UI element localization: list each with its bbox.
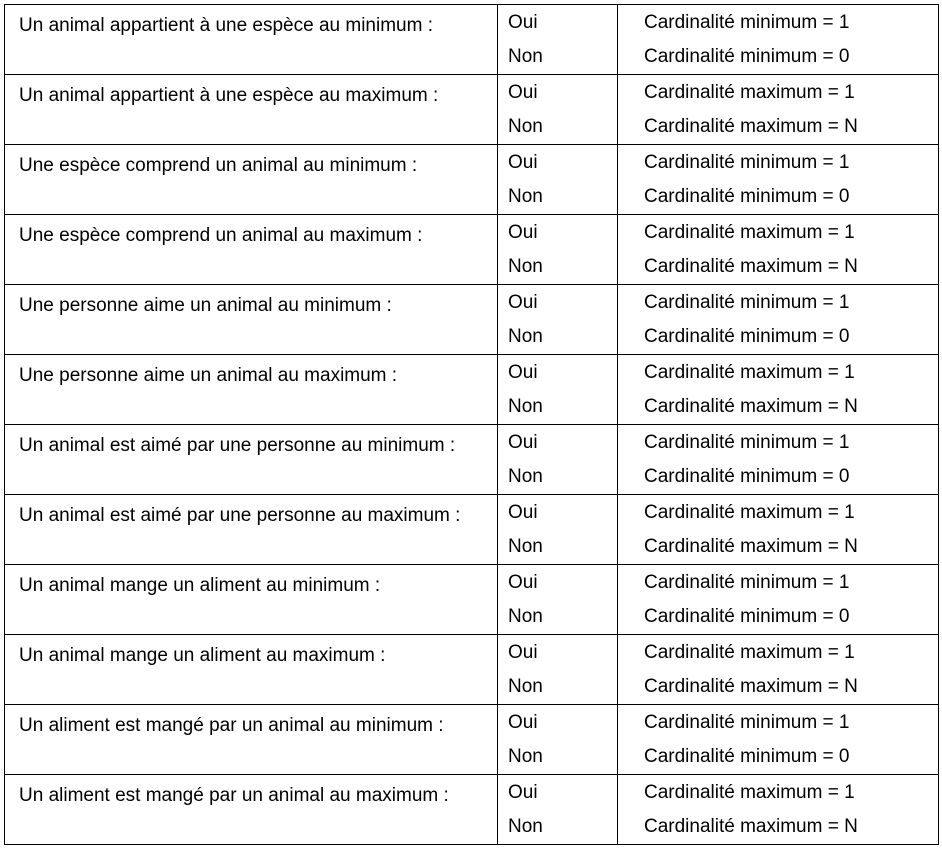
- cardinality-if-oui: Cardinalité maximum = 1: [644, 82, 855, 103]
- answer-non: Non: [508, 746, 543, 767]
- answer-cell: [498, 5, 618, 75]
- question-cell: [5, 285, 498, 355]
- table-row: [5, 635, 939, 705]
- question-text: Un animal appartient à une espèce au minimum :: [19, 15, 434, 36]
- answer-oui: Oui: [508, 712, 538, 733]
- answer-non: Non: [508, 676, 543, 697]
- table-row: [5, 145, 939, 215]
- answer-cell: [498, 565, 618, 635]
- answer-oui: Oui: [508, 572, 538, 593]
- answer-oui: Oui: [508, 642, 538, 663]
- answer-non: Non: [508, 256, 543, 277]
- cardinality-cell: [618, 495, 939, 565]
- answer-non: Non: [508, 606, 543, 627]
- cardinality-if-oui: Cardinalité minimum = 1: [644, 12, 850, 33]
- question-text: Un aliment est mangé par un animal au minimum :: [19, 715, 444, 736]
- cardinality-cell: [618, 565, 939, 635]
- cardinality-if-oui: Cardinalité minimum = 1: [644, 152, 850, 173]
- answer-cell: [498, 75, 618, 145]
- table-body: [5, 5, 939, 845]
- cardinality-if-non: Cardinalité maximum = N: [644, 116, 858, 137]
- answer-non: Non: [508, 536, 543, 557]
- cardinality-if-non: Cardinalité minimum = 0: [644, 186, 850, 207]
- table-row: [5, 355, 939, 425]
- cardinality-if-oui: Cardinalité maximum = 1: [644, 782, 855, 803]
- question-text: Un aliment est mangé par un animal au maximum :: [19, 785, 449, 806]
- question-cell: [5, 565, 498, 635]
- question-cell: [5, 355, 498, 425]
- answer-non: Non: [508, 116, 543, 137]
- answer-cell: [498, 285, 618, 355]
- answer-non: Non: [508, 46, 543, 67]
- answer-non: Non: [508, 466, 543, 487]
- answer-cell: [498, 425, 618, 495]
- cardinality-cell: [618, 145, 939, 215]
- answer-oui: Oui: [508, 152, 538, 173]
- cardinality-if-oui: Cardinalité maximum = 1: [644, 642, 855, 663]
- cardinality-if-non: Cardinalité minimum = 0: [644, 326, 850, 347]
- cardinality-cell: [618, 285, 939, 355]
- cardinality-if-non: Cardinalité maximum = N: [644, 396, 858, 417]
- question-text: Une personne aime un animal au maximum :: [19, 365, 398, 386]
- question-text: Une personne aime un animal au minimum :: [19, 295, 392, 316]
- answer-oui: Oui: [508, 362, 538, 383]
- cardinality-if-oui: Cardinalité minimum = 1: [644, 432, 850, 453]
- question-cell: [5, 635, 498, 705]
- answer-non: Non: [508, 326, 543, 347]
- question-cell: [5, 75, 498, 145]
- cardinality-if-non: Cardinalité maximum = N: [644, 256, 858, 277]
- question-text: Un animal est aimé par une personne au minimum :: [19, 435, 456, 456]
- question-cell: [5, 705, 498, 775]
- answer-cell: [498, 355, 618, 425]
- answer-oui: Oui: [508, 292, 538, 313]
- cardinality-if-non: Cardinalité minimum = 0: [644, 606, 850, 627]
- cardinality-cell: [618, 635, 939, 705]
- cardinality-cell: [618, 705, 939, 775]
- question-text: Une espèce comprend un animal au maximum :: [19, 225, 423, 246]
- cardinality-if-non: Cardinalité maximum = N: [644, 536, 858, 557]
- cardinality-cell: [618, 215, 939, 285]
- table-row: [5, 215, 939, 285]
- answer-oui: Oui: [508, 12, 538, 33]
- question-cell: [5, 145, 498, 215]
- answer-non: Non: [508, 186, 543, 207]
- cardinality-if-non: Cardinalité minimum = 0: [644, 466, 850, 487]
- answer-cell: [498, 635, 618, 705]
- answer-cell: [498, 775, 618, 845]
- answer-cell: [498, 705, 618, 775]
- cardinality-cell: [618, 355, 939, 425]
- question-cell: [5, 775, 498, 845]
- table-row: [5, 285, 939, 355]
- answer-non: Non: [508, 396, 543, 417]
- cardinality-cell: [618, 425, 939, 495]
- question-text: Un animal est aimé par une personne au maximum :: [19, 505, 461, 526]
- question-cell: [5, 5, 498, 75]
- table-row: [5, 75, 939, 145]
- cardinality-if-oui: Cardinalité maximum = 1: [644, 362, 855, 383]
- table-row: [5, 495, 939, 565]
- cardinality-if-oui: Cardinalité maximum = 1: [644, 502, 855, 523]
- question-text: Un animal mange un aliment au maximum :: [19, 645, 386, 666]
- cardinality-if-oui: Cardinalité minimum = 1: [644, 712, 850, 733]
- cardinality-if-oui: Cardinalité minimum = 1: [644, 572, 850, 593]
- cardinality-if-oui: Cardinalité maximum = 1: [644, 222, 855, 243]
- question-cell: [5, 425, 498, 495]
- table-row: [5, 565, 939, 635]
- question-text: Un animal mange un aliment au minimum :: [19, 575, 381, 596]
- answer-cell: [498, 145, 618, 215]
- answer-oui: Oui: [508, 432, 538, 453]
- cardinality-cell: [618, 775, 939, 845]
- cardinality-cell: [618, 75, 939, 145]
- table-row: [5, 5, 939, 75]
- question-cell: [5, 215, 498, 285]
- table-row: [5, 425, 939, 495]
- answer-oui: Oui: [508, 82, 538, 103]
- cardinality-if-non: Cardinalité minimum = 0: [644, 746, 850, 767]
- cardinality-if-non: Cardinalité maximum = N: [644, 816, 858, 837]
- answer-oui: Oui: [508, 222, 538, 243]
- answer-cell: [498, 215, 618, 285]
- answer-oui: Oui: [508, 502, 538, 523]
- answer-non: Non: [508, 816, 543, 837]
- question-text: Une espèce comprend un animal au minimum :: [19, 155, 418, 176]
- cardinality-if-non: Cardinalité minimum = 0: [644, 46, 850, 67]
- question-text: Un animal appartient à une espèce au maximum :: [19, 85, 439, 106]
- cardinality-table: [4, 4, 939, 845]
- answer-cell: [498, 495, 618, 565]
- answer-oui: Oui: [508, 782, 538, 803]
- question-cell: [5, 495, 498, 565]
- cardinality-if-oui: Cardinalité minimum = 1: [644, 292, 850, 313]
- table-row: [5, 775, 939, 845]
- table-row: [5, 705, 939, 775]
- cardinality-cell: [618, 5, 939, 75]
- cardinality-if-non: Cardinalité maximum = N: [644, 676, 858, 697]
